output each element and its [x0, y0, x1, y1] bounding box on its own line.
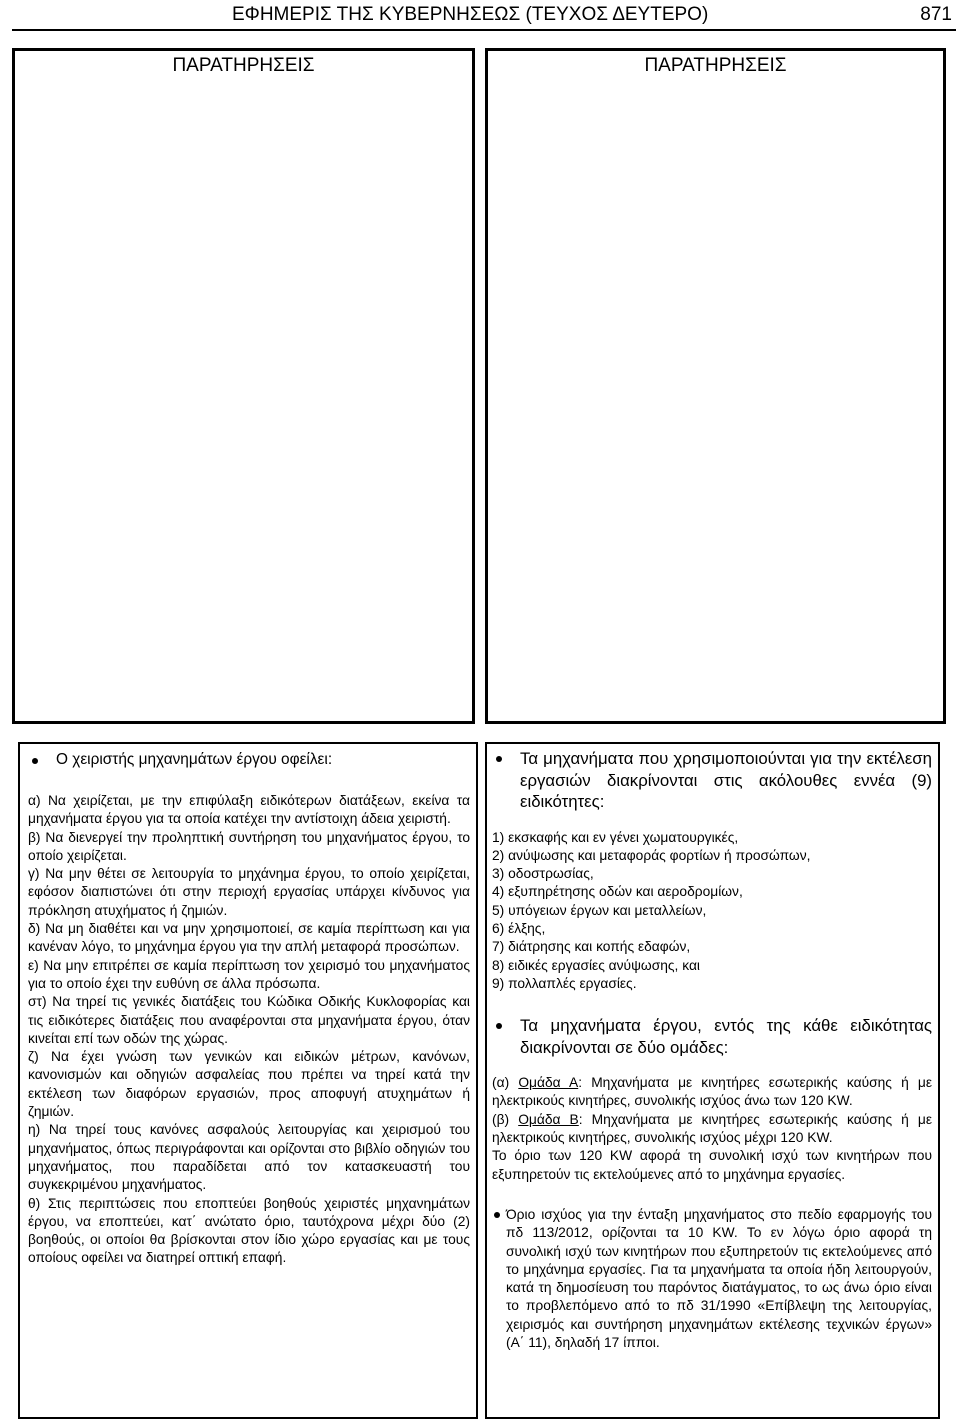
duty-item: γ) Να μην θέτει σε λειτουργία το μηχάνημα έργου, το οποίο χειρίζεται, εφόσον διαπιστώνει ότι στην περιοχή εργασίας υπάρχει κίνδυνος για πρόκληση ατυχήματος ή ζημιών.	[28, 866, 470, 918]
page-number: 871	[920, 4, 952, 25]
specialty-item: 6) έλξης,	[492, 920, 546, 936]
specialty-item: 3) οδοστρωσίας,	[492, 866, 594, 882]
group-b-label: Ομάδα Β	[518, 1111, 579, 1127]
page-header	[12, 0, 956, 30]
gazette-title: ΕΦΗΜΕΡΙΣ ΤΗΣ ΚΥΒΕΡΝΗΣΕΩΣ (ΤΕΥΧΟΣ ΔΕΥΤΕΡΟ)	[232, 4, 709, 25]
observations-title-left: ΠΑΡΑΤΗΡΗΣΕΙΣ	[172, 55, 315, 76]
duty-item: ε) Να μην επιτρέπει σε καμία περίπτωση τον χειρισμό του μηχανήματος για το οποίο έχει την ευθύνη σε άλλα πρόσωπα.	[28, 957, 470, 991]
bullet-power-limit	[492, 1206, 932, 1352]
duty-item: στ) Να τηρεί τις γενικές διατάξεις του Κώδικα Οδικής Κυκλοφορίας και τις ειδικότερες διατάξεις που αναφέρονται στα μηχανήματα έργου, όταν κινείται επί των οδών της χώρας.	[28, 994, 470, 1046]
bullet-icon	[496, 756, 502, 762]
duty-item: θ) Στις περιπτώσεις που εποπτεύει βοηθούς χειριστές μηχανημάτων έργου, να εποπτεύει, κατ΄ ανώτατο όριο, ταυτόχρονα μέχρι δύο (2) βοηθούς, οι οποίοι θα βρίσκονται στον ίδιο χώρο εργασίας και με τους οποίους οφείλει να διατηρεί οπτική επαφή.	[28, 1195, 470, 1266]
header-rule	[12, 29, 956, 31]
observations-box-left	[12, 48, 475, 724]
machine-categories-column	[492, 748, 932, 1352]
bullet-operator-duties	[28, 750, 470, 770]
group-note: Το όριο των 120 KW αφορά τη συνολική ισχύ των κινητήρων που εξυπηρετούν τις εκτελούμενες από το μηχάνημα εργασίες.	[492, 1148, 932, 1182]
specialty-item: 5) υπόγειων έργων και μεταλλείων,	[492, 902, 707, 918]
operator-duties-heading: Ο χειριστής μηχανημάτων έργου οφείλει:	[56, 751, 333, 768]
bullet-icon	[496, 1023, 502, 1029]
specialty-item: 8) ειδικές εργασίες ανύψωσης, και	[492, 957, 700, 973]
bullet-icon	[32, 758, 38, 764]
observations-box-right	[485, 48, 946, 724]
specialty-item: 4) εξυπηρέτησης οδών και αεροδρομίων,	[492, 884, 743, 900]
power-limit-text: Όριο ισχύος για την ένταξη μηχανήματος στο πεδίο εφαρμογής του πδ 113/2012, ορίζονται τα 10 KW. Το εν λόγω όριο αφορά τη συνολική ισχύ των κινητήρων που εξυπηρετούν τις εκτελούμενες από το μηχάνημα εργασίες. Για τα μηχανήματα τα οποία ήδη λειτουργούν, κατά τη δημοσίευση του παρόντος διατάγματος, το ως άνω όριο είναι το προβλεπόμενο από το πδ 31/1990 «Επίβλεψη της λειτουργίας, χειρισμός και συντήρηση μηχανημάτων εκτέλεσης τεχνικών έργων» (Α΄ 11), δηλαδή 17 ίπποι.	[506, 1206, 932, 1351]
group-a-label: Ομάδα Α	[518, 1075, 579, 1091]
duty-item: ζ) Να έχει γνώση των γενικών και ειδικών μέτρων, κανόνων, κανονισμών και οδηγιών ασφαλείας που πρέπει να τηρεί κατά την εκτέλεση των διαφόρων εργασιών, προς αποφυγή ατυχημάτων ή ζημιών.	[28, 1049, 470, 1120]
group-b-text: (β) Ομάδα Β: Μηχανήματα με κινητήρες εσωτερικής καύσης ή με ηλεκτρικούς κινητήρες, συνολικής ισχύος μέχρι 120 KW.	[492, 1111, 932, 1146]
specialty-item: 9) πολλαπλές εργασίες.	[492, 975, 637, 991]
bullet-specialties	[492, 748, 932, 813]
duty-item: β) Να διενεργεί την προληπτική συντήρηση του μηχανήματος έργου, το οποίο χειρίζεται.	[28, 829, 470, 863]
duty-item: α) Να χειρίζεται, με την επιφύλαξη ειδικότερων διατάξεων, εκείνα τα μηχανήματα έργου για τα οποία κατέχει την αντίστοιχη άδεια χειριστή.	[28, 793, 470, 827]
specialty-item: 1) εκσκαφής και εν γένει χωματουργικές,	[492, 829, 739, 845]
groups-heading: Τα μηχανήματα έργου, εντός της κάθε ειδικότητας διακρίνονται σε δύο ομάδες:	[520, 1016, 932, 1057]
operator-duties-column	[28, 750, 470, 1268]
specialties-heading: Τα μηχανήματα που χρησιμοποιούνται για την εκτέλεση εργασιών διακρίνονται στις ακόλουθες εννέα (9) ειδικότητες:	[520, 749, 932, 811]
specialty-item: 7) διάτρησης και κοπής εδαφών,	[492, 939, 691, 955]
duty-item: δ) Να μη διαθέτει και να μην χρησιμοποιεί, σε καμία περίπτωση και για κανέναν λόγο, το μηχάνημα έργου για την απλή μεταφορά προσώπων.	[28, 921, 470, 955]
group-a-text: (α) Ομάδα Α: Μηχανήματα με κινητήρες εσωτερικής καύσης ή με ηλεκτρικούς κινητήρες, συνολικής ισχύος άνω των 120 KW.	[492, 1075, 933, 1109]
bullet-icon	[494, 1212, 500, 1218]
duty-item: η) Να τηρεί τους κανόνες ασφαλούς λειτουργίας και χειρισμού του μηχανήματος, όπως περιγράφονται και ορίζονται στο βιβλίο οδηγιών του μηχανήματος, που παραδίδεται από τον κατασκευαστή του συγκεκριμένου μηχανήματος.	[28, 1122, 470, 1193]
bullet-groups	[492, 1015, 932, 1058]
observations-title-right: ΠΑΡΑΤΗΡΗΣΕΙΣ	[644, 55, 787, 76]
specialty-item: 2) ανύψωσης και μεταφοράς φορτίων ή προσώπων,	[492, 847, 811, 863]
